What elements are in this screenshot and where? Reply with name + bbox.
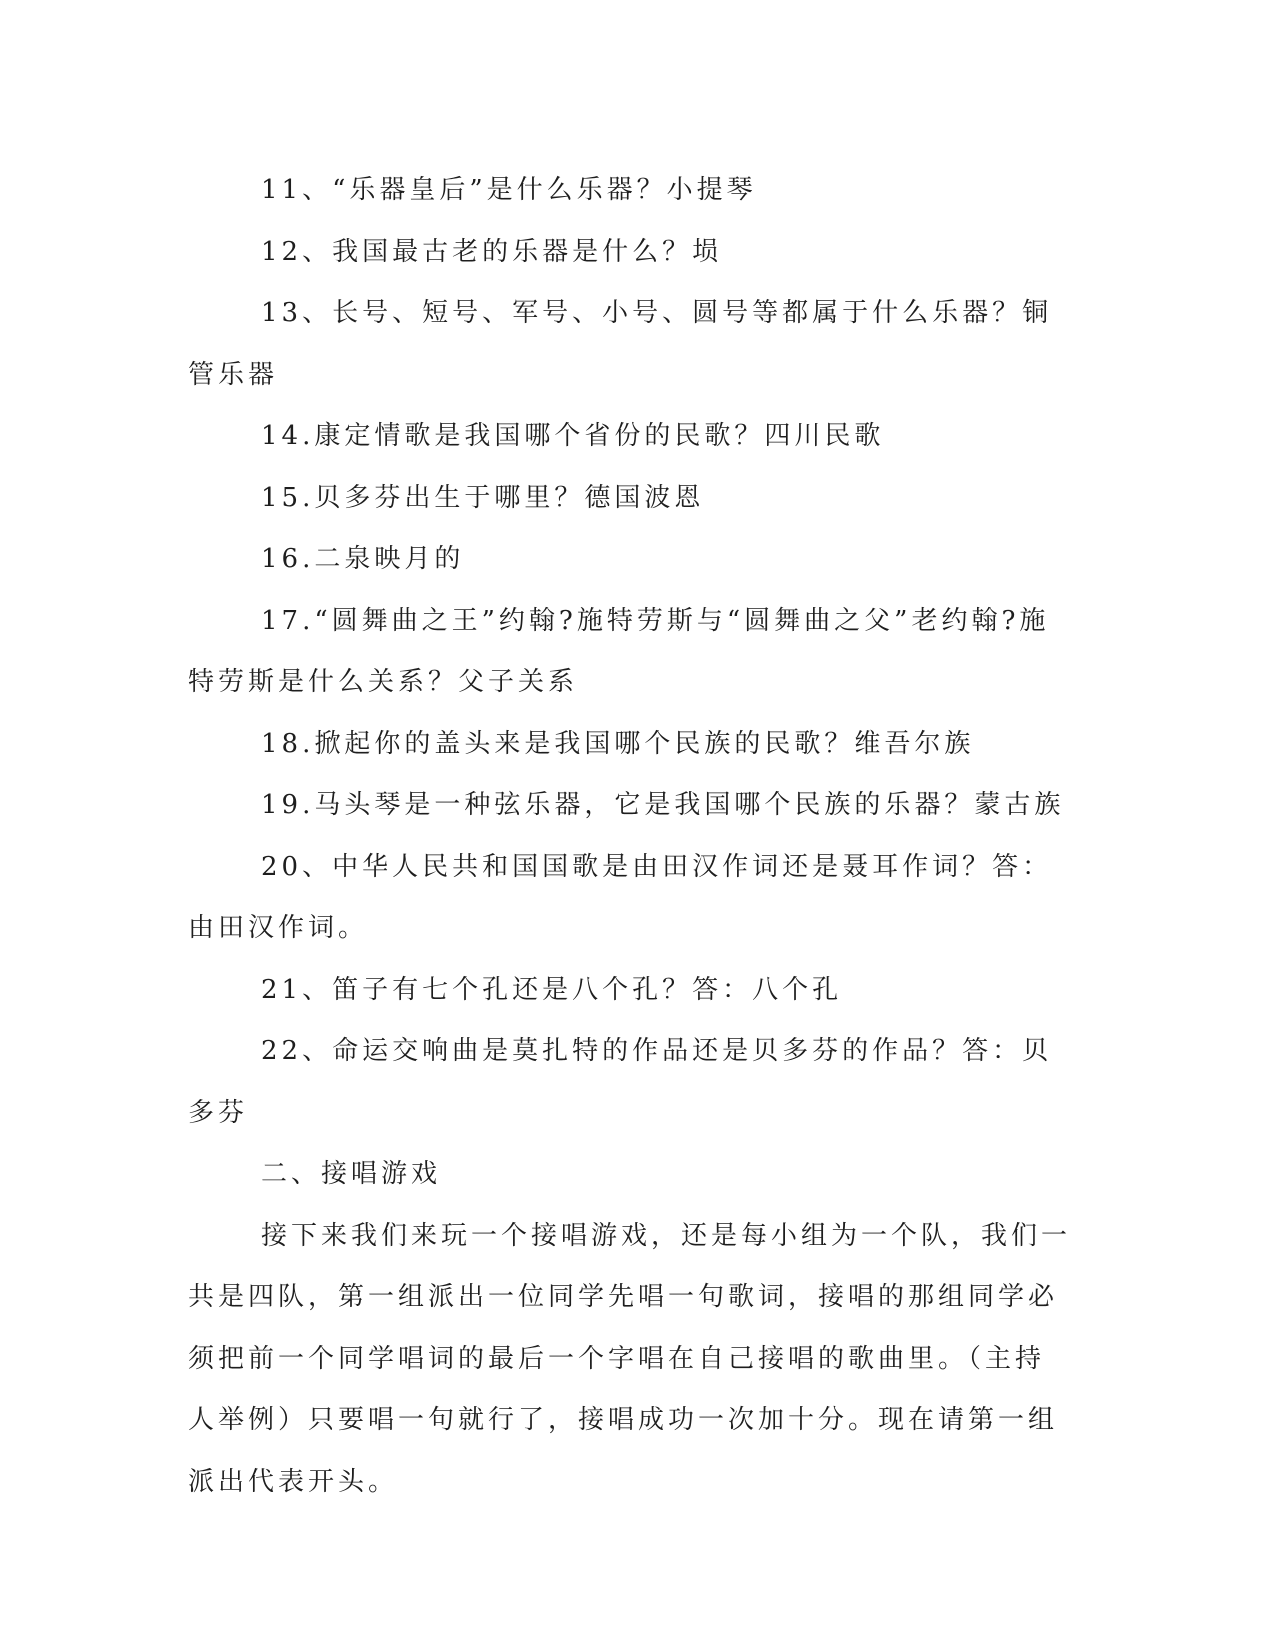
- question-14: 14.康定情歌是我国哪个省份的民歌？四川民歌: [261, 421, 885, 451]
- question-20: 20、中华人民共和国国歌是由田汉作词还是聂耳作词？答：由田汉作词。: [188, 851, 1053, 943]
- question-19: 19.马头琴是一种弦乐器，它是我国哪个民族的乐器？蒙古族: [261, 790, 1065, 820]
- question-18: 18.掀起你的盖头来是我国哪个民族的民歌？维吾尔族: [261, 728, 975, 759]
- question-13: 13、长号、短号、军号、小号、圆号等都属于什么乐器？铜管乐器: [188, 298, 1053, 390]
- section-heading: 二、接唱游戏: [261, 1159, 442, 1189]
- question-22: 22、命运交响曲是莫扎特的作品还是贝多芬的作品？答：贝多芬: [188, 1036, 1053, 1128]
- game-instructions: 接下来我们来玩一个接唱游戏，还是每小组为一个队，我们一共是四队，第一组派出一位同学先唱一句歌词，接唱的那组同学必须把前一个同学唱词的最后一个字唱在自己接唱的歌曲里。（主持人举例）只要唱一句就行了，接唱成功一次加十分。现在请第一组派出代表开头。: [188, 1220, 1072, 1497]
- question-16: 16.二泉映月的: [261, 544, 465, 574]
- question-21: 21、笛子有七个孔还是八个孔？答：八个孔: [261, 974, 843, 1005]
- document-body: [188, 160, 1073, 1513]
- question-12: 12、我国最古老的乐器是什么？埙: [261, 236, 723, 267]
- question-11: 11、“乐器皇后”是什么乐器？小提琴: [261, 175, 757, 205]
- question-17: 17.“圆舞曲之王”约翰?施特劳斯与“圆舞曲之父”老约翰?施特劳斯是什么关系？父子关系: [188, 605, 1050, 697]
- question-15: 15.贝多芬出生于哪里？德国波恩: [261, 482, 705, 513]
